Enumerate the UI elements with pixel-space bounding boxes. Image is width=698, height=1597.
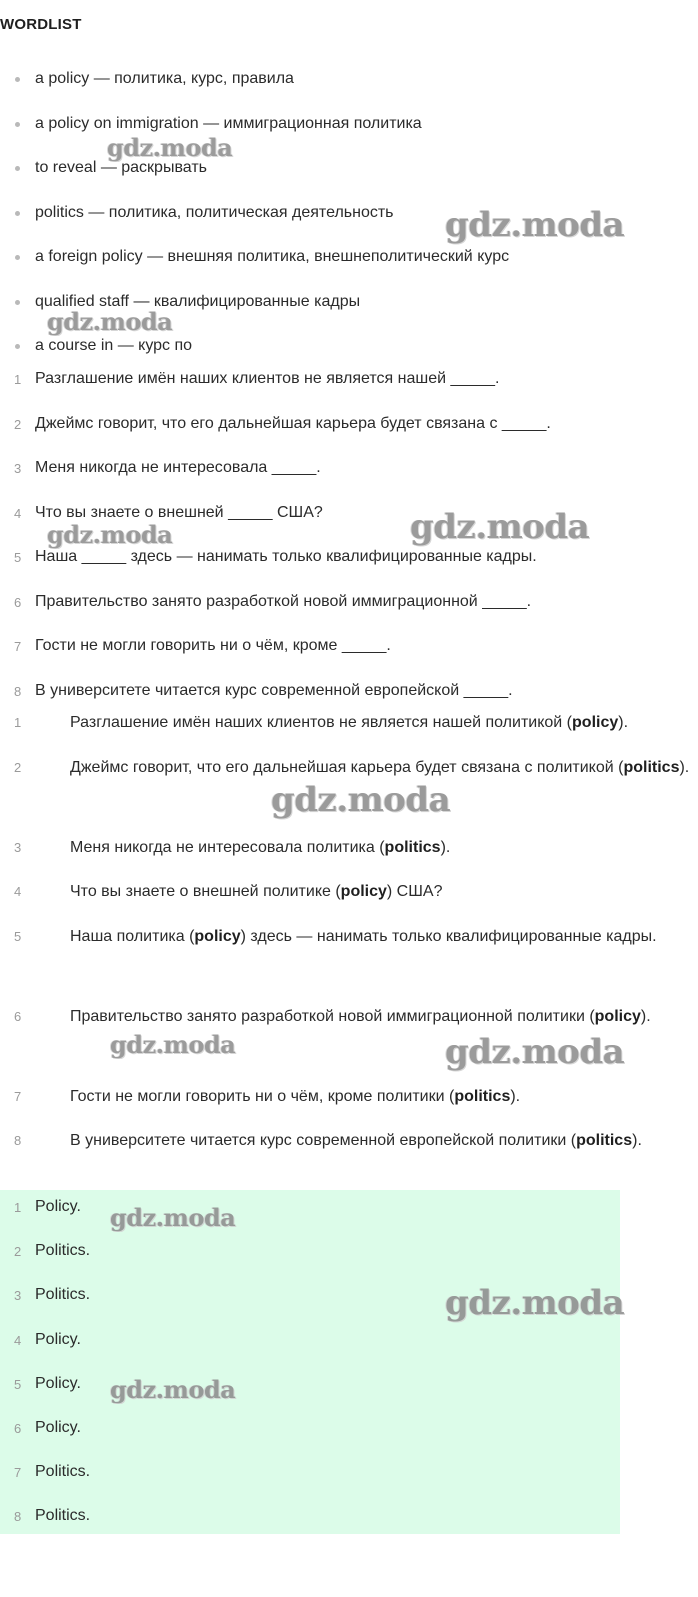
answer-keyword: policy [594,1007,641,1025]
short-answer-item [0,1196,680,1240]
short-answer-text: Politics. [35,1286,91,1304]
answer-text [70,874,698,909]
item-number: 4 [14,884,22,899]
answer-text-part: ). [679,758,690,776]
short-answer-text: Policy. [35,1374,81,1392]
answer-text [70,705,698,740]
answer-text [70,1123,698,1158]
answer-keyword: politics [623,758,680,776]
task-text: Гости не могли говорить ни о чём, кроме _____. [35,637,391,654]
wordlist-heading: WORDLIST [0,16,82,33]
wordlist-entry: to reveal — раскрывать [35,159,207,176]
item-number: 2 [14,1244,22,1260]
task-item [0,546,680,591]
short-answer-text: Policy. [35,1330,81,1348]
answer-keyword: politics [576,1132,633,1149]
short-answer-item [0,1461,680,1505]
answer-text-part: Что вы знаете о внешней политике ( [70,883,341,900]
short-answer-text: Politics. [35,1463,91,1481]
item-number: 3 [14,461,22,476]
item-number: 8 [14,1133,22,1148]
task-item [0,368,680,413]
answer-text-part: Правительство занято разработкой новой иммиграционной политики ( [70,1007,595,1025]
item-number: 3 [14,839,22,855]
list-item [0,157,680,202]
list-item [0,113,680,158]
short-answer-text: Politics. [35,1507,91,1525]
answer-keyword: policy [572,714,619,731]
answer-text-part: ). [510,1087,521,1105]
item-number: 7 [14,639,22,654]
wordlist-entry: a course in — курс по [35,337,193,354]
answer-text-part: ). [640,1007,651,1025]
answer-text-part: Гости не могли говорить ни о чём, кроме политики ( [70,1087,455,1105]
answer-keyword: policy [340,883,387,900]
bullet-icon [15,211,20,216]
wordlist-entry: a policy — политика, курс, правила [35,70,294,87]
bullet-icon [15,344,20,349]
short-answer-text: Policy. [35,1418,81,1436]
answer-item [0,926,680,1006]
item-number: 2 [14,759,22,775]
item-number: 6 [14,1420,22,1436]
task-text: Правительство занято разработкой новой иммиграционной _____. [35,592,532,610]
task-text: Наша _____ здесь — нанимать только квалифицированные кадры. [35,548,537,565]
bullet-icon [15,77,20,82]
answer-text-part: ) США? [386,883,443,900]
task-text: Меня никогда не интересовала _____. [35,459,321,476]
item-number: 5 [14,550,22,565]
task-item [0,457,680,502]
answer-text [70,830,698,865]
watermark: gdz.moda [47,307,173,336]
wordlist-entry: politics — политика, политическая деятельность [35,203,394,221]
wordlist-entry: a policy on immigration — иммиграционная политика [35,114,422,132]
item-number: 2 [14,416,22,432]
short-answer-item [0,1373,680,1417]
watermark: gdz.moda [445,1032,625,1072]
watermark: gdz.moda [110,1030,236,1059]
item-number: 5 [14,928,22,944]
watermark: gdz.moda [271,780,451,820]
task-item [0,635,680,680]
task-text: Разглашение имён наших клиентов не является нашей _____. [35,370,500,387]
watermark: gdz.moda [410,507,590,547]
item-number: 3 [14,1288,22,1304]
task-text: Джеймс говорит, что его дальнейшая карьера будет связана с _____. [35,414,551,432]
short-answer-item [0,1240,680,1284]
answer-text [70,999,698,1034]
watermark: gdz.moda [445,205,625,245]
bullet-icon [15,255,20,260]
answer-text [70,919,698,954]
item-number: 6 [14,594,22,610]
short-answer-text: Policy. [35,1198,81,1215]
answer-text [70,1079,698,1114]
answer-keyword: politics [384,838,441,856]
answer-text-part: ). [440,838,451,856]
short-answer-item [0,1417,680,1461]
wordlist-entry: a foreign policy — внешняя политика, внешнеполитический курс [35,248,510,265]
answer-keyword: policy [194,927,241,945]
item-number: 7 [14,1088,22,1104]
item-number: 8 [14,1509,22,1525]
answer-text-part: Разглашение имён наших клиентов не является нашей политикой ( [70,714,573,731]
watermark: gdz.moda [47,520,173,549]
item-number: 1 [14,1200,22,1215]
watermark: gdz.moda [110,1375,236,1404]
wordlist-entry: qualified staff — квалифицированные кадры [35,292,361,310]
short-answer-item [0,1329,680,1373]
bullet-icon [15,300,20,305]
short-answer-list [0,1196,680,1550]
short-answer-text: Politics. [35,1242,91,1260]
short-answer-item [0,1505,680,1549]
watermark: gdz.moda [107,133,233,162]
answer-text-part: В университете читается курс современной европейской политики ( [70,1132,577,1149]
watermark: gdz.moda [445,1283,625,1323]
answer-text-part: ) здесь — нанимать только квалифицированные кадры. [240,927,657,945]
list-item [0,68,680,113]
watermark: gdz.moda [110,1203,236,1232]
task-text: Что вы знаете о внешней _____ США? [35,503,323,521]
answer-text-part: Наша политика ( [70,927,195,945]
answer-text-part: Меня никогда не интересовала политика ( [70,838,385,856]
task-item [0,413,680,458]
list-item [0,246,680,291]
answer-text-part: ). [632,1132,642,1149]
item-number: 1 [14,372,22,387]
item-number: 1 [14,715,22,730]
item-number: 4 [14,1332,22,1348]
answer-text-part: Джеймс говорит, что его дальнейшая карьера будет связана с политикой ( [70,758,624,776]
item-number: 4 [14,505,22,521]
task-item [0,591,680,636]
item-number: 7 [14,1465,22,1481]
item-number: 5 [14,1376,22,1392]
bullet-icon [15,166,20,171]
answer-keyword: politics [454,1087,511,1105]
answer-text-part: ). [618,714,629,731]
bullet-icon [15,122,20,127]
item-number: 6 [14,1008,22,1024]
item-number: 8 [14,683,22,699]
task-text: В университете читается курс современной европейской _____. [35,681,513,699]
